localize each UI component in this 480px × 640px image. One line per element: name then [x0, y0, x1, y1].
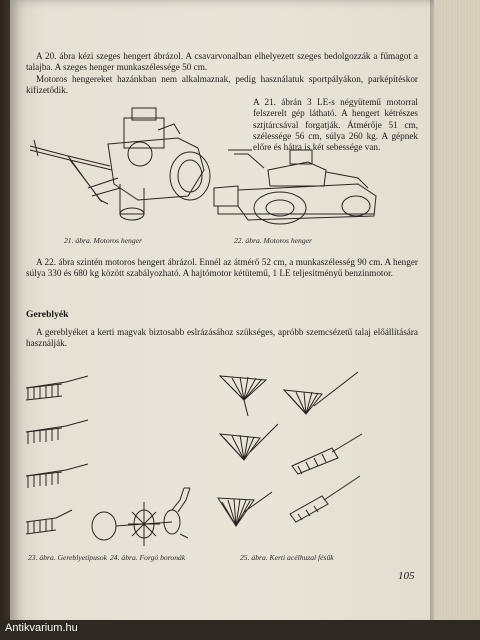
caption-figure-22: 22. ábra. Motoros henger: [234, 236, 312, 245]
page-number: 105: [398, 570, 415, 582]
caption-figure-25: 25. ábra. Kerti acélhuzal fésűk: [240, 553, 334, 562]
figure-22-motor-roller: [208, 140, 383, 232]
caption-figure-21: 21. ábra. Motoros henger: [64, 236, 142, 245]
section-heading-gereblyek: Gereblyék: [26, 309, 69, 320]
caption-figure-24: 24. ábra. Forgó boronák: [110, 553, 186, 562]
watermark-text: Antikvarium.hu: [5, 622, 78, 634]
paragraph-motor-rollers: Motoros hengereket hazánkban nem alkalmaznak, pedig használatuk sportpályákon, parképítéskor kifizetődik.: [26, 74, 418, 96]
paragraph-fig20: A 20. ábra kézi szeges hengert ábrázol. A csavarvonalban elhelyezett szeges bedolgozzák a fűmagot a talajba. A szeges henger munkaszélessége 50 cm.: [26, 51, 418, 73]
figure-25-wire-combs: [214, 370, 364, 550]
paragraph-fig21: A 21. ábrán 3 LE-s négyütemű motorral felszerelt gép látható. A hengert kétrészes sztjtárcsával forgatják. Átmérője 51 cm, szélessége 56 cm, súlya 260 kg. A gépnek előre és hátra is két sebessége van.: [253, 97, 418, 153]
figure-24-rotating-harrow: [88, 478, 208, 550]
figure-21-motor-roller: [28, 104, 218, 232]
paragraph-fig22: A 22. ábra szintén motoros hengert ábrázol. Ennél az átmérő 52 cm, a munkaszélesség 90 cm. A henger súlya 330 és 680 kg között szabályozható. A hajtómotor kétütemű, 1 LE teljesítményű benzinmotor.: [26, 257, 418, 279]
caption-figure-23: 23. ábra. Gereblyetípusok: [28, 553, 108, 562]
page-stack-edge: [434, 0, 480, 628]
figure-23-rake-types: [22, 372, 92, 548]
paragraph-rakes: A gereblyéket a kerti magvak biztosabb eslrázásához szükséges, apróbb szemcsézetű talaj előállítására használják.: [26, 327, 418, 349]
